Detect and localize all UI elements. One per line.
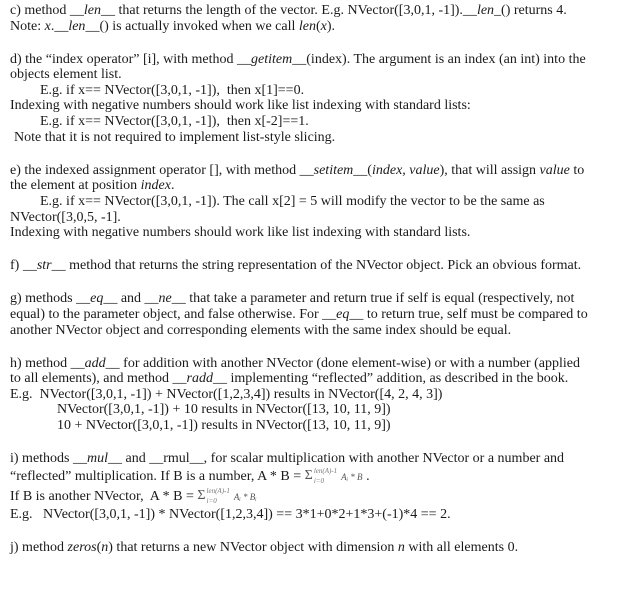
text-run: __ method that returns the string representation of the NVector object. Pick an obvious format. [51,258,582,274]
text-line [10,467,620,487]
document-body [10,3,620,573]
text-run: “reflected” multiplication. If B is a number, A * B = [10,468,305,484]
text-line [10,98,620,114]
italic-text: index, value [371,162,440,178]
italic-text: str [36,258,52,274]
text-run: ( [315,18,321,34]
text-line [10,52,620,68]
italic-text: n [101,539,109,555]
text-run: Note that it is not required to implement list-style slicing. [14,129,336,145]
text-run: ) that returns a new NVector object with dimension [108,539,398,555]
summation-formula [197,487,229,505]
sigma-symbol: Σ [304,468,313,484]
text-line [10,323,620,339]
text-run: the element at position [10,178,141,194]
text-run: Indexing with negative numbers should work like list indexing with standard lists: [10,98,471,114]
text-run: d) the “index operator” [i], with method __ [10,51,252,67]
text-line [10,163,620,179]
text-line [10,371,620,387]
text-run: .__ [50,18,69,34]
text-line [10,507,620,523]
text-run: ( [96,539,102,555]
text-line [10,402,620,418]
text-line [10,451,620,467]
italic-text: eq [90,291,104,307]
sum-body: Aᵢ * B [341,471,363,482]
text-run: c) method __ [10,3,84,18]
text-line [10,307,620,323]
text-line [10,225,620,241]
text-line [10,210,620,226]
sum-limits [207,487,230,505]
paragraph-f [10,258,620,274]
italic-text: eq [336,306,350,322]
italic-text: len [68,18,86,34]
text-line [10,258,620,274]
text-line [10,487,620,507]
text-run: NVector([3,0,1, -1]) + 10 results in NVector([13, 10, 11, 9]) [57,402,391,418]
italic-text: mul [87,451,108,467]
text-run: ). [326,18,336,34]
sum-body: Aᵢ * Bᵢ [233,491,257,502]
text-run: __ implementing “reflected” addition, as described in the book. [212,371,569,387]
text-run: __ to return true, self must be compared to [349,306,588,322]
text-line [10,418,620,434]
text-run: 10 + NVector([3,0,1, -1]) results in NVector([13, 10, 11, 9]) [57,417,391,433]
italic-text: len [476,3,495,18]
text-line [10,291,620,307]
italic-text: len [83,3,101,18]
text-run: equal) to the parameter object, and false otherwise. For __ [10,306,337,322]
text-run: . [362,468,370,484]
text-run: E.g. if x== NVector([3,0,1, -1]). The call x[2] = 5 will modify the vector to be the same as [40,193,545,209]
text-run: __(index). The argument is an index (an int) into the [292,51,586,67]
text-run: ), that will assign [439,162,540,178]
text-run: e) the indexed assignment operator [], with method __ [10,162,314,178]
text-run: another NVector object and corresponding elements with the same index should be equal. [10,322,512,338]
italic-text: setitem [313,162,354,178]
italic-text: zeros [67,539,97,555]
text-run: objects element list. [10,67,122,83]
text-run: to [569,162,585,178]
text-line [10,178,620,194]
sum-upper-limit: len(A)-1 [313,467,338,476]
paragraph-e [10,163,620,241]
text-run: E.g. NVector([3,0,1, -1]) + NVector([1,2,3,4]) results in NVector([4, 2, 4, 3]) [10,386,443,402]
sum-lower-limit: i=0 [313,477,324,486]
text-line [10,83,620,99]
text-run: __ and __ [103,291,159,307]
italic-text: n [397,539,405,555]
text-run: g) methods __ [10,291,91,307]
text-line [10,356,620,372]
text-run: __ for addition with another NVector (done element-wise) or with a number (applied [105,355,580,371]
text-run: Note: [10,18,45,34]
italic-text: x [44,18,51,34]
text-line [10,194,620,210]
italic-text: x [320,18,327,34]
text-line [10,67,620,83]
text-run: __ that take a parameter and return true if self is equal (respectively, not [171,291,575,307]
text-run: _() returns 4. [494,3,567,18]
italic-text: radd [186,371,213,387]
text-line [10,387,620,403]
text-run: to all elements), and method __ [10,371,187,387]
sum-lower-limit: i=0 [206,497,217,506]
paragraph-g [10,291,620,338]
text-run: E.g. NVector([3,0,1, -1]) * NVector([1,2,3,4]) == 3*1+0*2+1*3+(-1)*4 == 2. [10,506,451,522]
paragraph-d [10,52,620,146]
italic-text: index [140,178,171,194]
sum-limits [314,467,337,485]
paragraph-c [10,3,620,34]
text-line [10,19,620,35]
italic-text: getitem [251,51,293,67]
text-run: with all elements 0. [404,539,519,555]
italic-text: ne [158,291,172,307]
text-run: __( [353,162,372,178]
text-run: NVector([3,0,5, -1]. [10,209,121,225]
italic-text: len [298,18,316,34]
text-run: f) __ [10,258,37,274]
text-run: . [170,178,175,194]
sigma-symbol: Σ [197,488,206,504]
text-line [10,130,620,146]
paragraph-h [10,356,620,434]
text-run: Indexing with negative numbers should work like list indexing with standard lists. [10,225,471,241]
text-line [10,114,620,130]
text-run: If B is another NVector, A * B = [10,488,198,504]
text-run: j) method [10,539,68,555]
text-run: h) method __ [10,355,85,371]
text-line [10,540,620,556]
text-run: __ that returns the length of the vector. E.g. NVector([3,0,1, -1]).__ [100,3,477,18]
text-line [10,3,620,19]
sum-upper-limit: len(A)-1 [206,487,230,496]
paragraph-j [10,540,620,556]
summation-formula [305,467,337,485]
text-run: i) methods __ [10,451,87,467]
italic-text: value [539,162,570,178]
text-run: E.g. if x== NVector([3,0,1, -1]), then x[1]==0. [40,82,305,98]
text-run: __() is actually invoked when we call [85,18,299,34]
paragraph-i [10,451,620,522]
text-run: E.g. if x== NVector([3,0,1, -1]), then x[-2]==1. [40,114,309,130]
text-run: __ and __rmul__, for scalar multiplication with another NVector or a number and [108,451,565,467]
italic-text: add [84,355,106,371]
